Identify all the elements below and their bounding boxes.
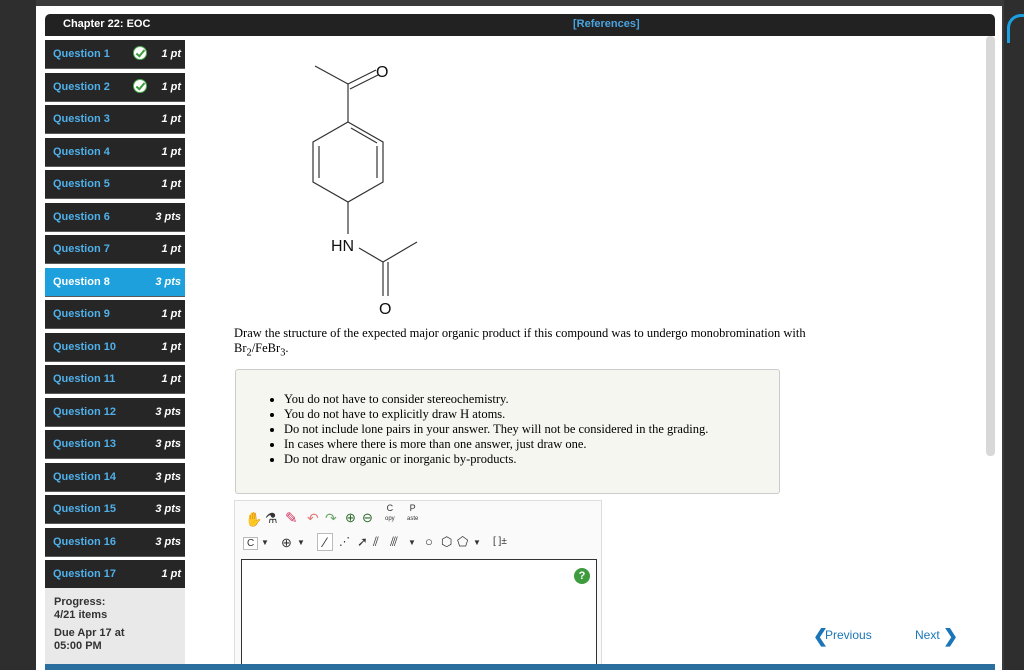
question-item[interactable]: [45, 138, 185, 167]
atom-o-top: O: [376, 64, 389, 81]
instructions-box: [235, 369, 780, 494]
atom-o-bottom: O: [379, 301, 392, 318]
chevron-left-icon: ❮: [813, 626, 829, 646]
assignment-window: [36, 6, 1002, 670]
double-bond-icon[interactable]: ⫽: [373, 534, 379, 549]
erase-bottle-icon[interactable]: ⚗: [265, 510, 278, 526]
single-bond-icon[interactable]: ⁄: [317, 533, 333, 551]
question-item[interactable]: [45, 203, 185, 232]
question-points: 1 pt: [161, 308, 181, 320]
left-window-edge: [0, 0, 36, 670]
question-points: 1 pt: [161, 373, 181, 385]
copy-sub: opy: [385, 516, 395, 522]
question-label: Question 12: [53, 405, 116, 418]
question-label: Question 3: [53, 113, 110, 125]
question-item[interactable]: [45, 300, 185, 329]
chapter-title: Chapter 22: EOC: [63, 18, 151, 30]
bond-n-carbonyl: [359, 248, 383, 262]
reagent-febr: /FeBr: [251, 341, 281, 355]
question-label: Question 13: [53, 438, 116, 450]
zoom-in-icon[interactable]: ⊕: [345, 510, 356, 525]
reagent-sub-2: 2: [246, 347, 252, 359]
reagent-sub-3: 3: [280, 347, 286, 359]
reagent-period: .: [285, 341, 289, 355]
question-item[interactable]: [45, 333, 185, 362]
question-points: 3 pts: [155, 275, 181, 288]
check-icon: [133, 79, 147, 93]
question-label: Question 7: [53, 243, 110, 255]
question-item[interactable]: [45, 235, 185, 264]
previous-label: Previous: [825, 628, 872, 642]
question-item[interactable]: [45, 398, 185, 427]
instruction-item: • You do not have to explicitly draw H atoms.: [284, 407, 779, 422]
check-icon: [133, 46, 147, 60]
triple-bond-icon[interactable]: ⫻: [390, 534, 398, 549]
bond-methyl-carbonyl: [315, 66, 348, 84]
question-item[interactable]: [45, 495, 185, 524]
question-label: Question 1: [53, 48, 110, 60]
dashed-bond-icon[interactable]: ⋰: [339, 536, 350, 548]
redo-icon[interactable]: ↷: [325, 510, 337, 526]
ring-double-bond-3: [351, 128, 377, 143]
question-item[interactable]: [45, 105, 185, 134]
question-label: Question 17: [53, 568, 116, 580]
question-label: Question 8: [53, 275, 110, 288]
question-item[interactable]: [45, 40, 185, 69]
bond-carbonyl-o-double: [350, 75, 378, 89]
question-label: Question 10: [53, 340, 116, 353]
ring-dropdown-arrow-icon[interactable]: ▼: [473, 538, 481, 547]
pentagon-ring-icon[interactable]: ⬠: [457, 534, 469, 549]
question-points: 1 pt: [161, 243, 181, 255]
question-points: 3 pts: [155, 470, 181, 483]
question-item[interactable]: [45, 268, 185, 297]
question-points: 1 pt: [161, 178, 181, 190]
question-points: 1 pt: [161, 340, 181, 353]
question-item[interactable]: [45, 463, 185, 492]
bracket-tool[interactable]: [ ]±: [493, 536, 507, 547]
question-content: [193, 36, 986, 666]
instruction-item: • Do not include lone pairs in your answer. They will not be considered in the grading.: [284, 422, 779, 437]
charge-tool[interactable]: ⊕: [281, 535, 292, 550]
copy-letter: C: [386, 503, 394, 513]
question-label: Question 2: [53, 80, 110, 93]
question-points: 1 pt: [161, 48, 181, 60]
question-item[interactable]: [45, 170, 185, 199]
content-scrollbar[interactable]: [986, 36, 995, 456]
title-bar: [45, 14, 995, 36]
question-label: Question 6: [53, 210, 110, 223]
next-label: Next: [915, 628, 940, 642]
paste-sub: aste: [407, 516, 419, 522]
progress-panel: [45, 588, 185, 668]
benzene-ring: [313, 122, 383, 202]
question-item[interactable]: [45, 365, 185, 394]
question-points: 1 pt: [161, 113, 181, 125]
question-points: 3 pts: [155, 210, 181, 223]
molecule-structure: [273, 46, 473, 321]
question-item[interactable]: [45, 528, 185, 557]
element-selector[interactable]: C: [243, 537, 258, 550]
progress-count: 4/21 items: [54, 609, 108, 621]
copy-button[interactable]: [385, 504, 395, 524]
question-points: 1 pt: [161, 80, 181, 93]
next-button[interactable]: [915, 626, 959, 646]
window-corner-arc: [1007, 14, 1024, 43]
help-icon[interactable]: ?: [574, 568, 590, 584]
question-points: 3 pts: [155, 503, 181, 515]
question-label: Question 4: [53, 145, 110, 158]
question-points: 1 pt: [161, 145, 181, 158]
due-date: Due Apr 17 at: [54, 627, 125, 639]
bond-carbonyl-o: [348, 70, 376, 84]
paste-letter: P: [409, 503, 416, 513]
eraser-icon[interactable]: ✎: [285, 510, 298, 527]
zoom-out-icon[interactable]: ⊖: [362, 510, 373, 525]
ring-circle-icon[interactable]: ○: [425, 534, 433, 549]
hand-tool-icon[interactable]: ✋: [245, 511, 263, 527]
instruction-item: • In cases where there is more than one answer, just draw one.: [284, 437, 779, 452]
instruction-item: • Do not draw organic or inorganic by-products.: [284, 452, 779, 467]
bond-dropdown-arrow-icon[interactable]: ▼: [408, 538, 416, 547]
structure-editor: [234, 500, 602, 670]
previous-button[interactable]: [813, 626, 872, 646]
bottom-bar: [45, 664, 995, 670]
question-item[interactable]: [45, 73, 185, 102]
due-time: 05:00 PM: [54, 640, 102, 652]
question-item[interactable]: [45, 560, 185, 589]
question-label: Question 9: [53, 308, 110, 320]
paste-button[interactable]: [407, 504, 418, 524]
question-text-line1: Draw the structure of the expected major organic product if this compound was to undergo monobromination with: [234, 326, 806, 340]
undo-icon[interactable]: ↶: [307, 510, 319, 526]
question-label: Question 11: [53, 373, 116, 385]
instructions-list: [236, 392, 779, 467]
question-points: 3 pts: [155, 405, 181, 418]
reagent-br: Br: [234, 341, 247, 355]
element-dropdown-arrow-icon[interactable]: ▼: [261, 538, 269, 547]
atom-hn: HN: [331, 238, 355, 255]
question-label: Question 14: [53, 470, 116, 483]
instruction-item: • You do not have to consider stereochemistry.: [284, 392, 779, 407]
references-link[interactable]: [References]: [573, 18, 640, 30]
bond-amide-methyl: [383, 242, 417, 262]
progress-label: Progress:: [54, 596, 106, 608]
question-points: 1 pt: [161, 568, 181, 580]
question-points: 3 pts: [155, 438, 181, 450]
charge-dropdown-arrow-icon[interactable]: ▼: [297, 538, 305, 547]
benzene-ring-icon[interactable]: ⬡: [441, 534, 453, 549]
drawing-canvas[interactable]: [241, 559, 597, 669]
question-points: 3 pts: [155, 535, 181, 548]
right-window-edge: [1004, 0, 1024, 670]
chevron-right-icon: ❯: [943, 626, 959, 646]
question-label: Question 16: [53, 535, 116, 548]
question-item[interactable]: [45, 430, 185, 459]
question-label: Question 15: [53, 503, 116, 515]
question-prompt: [234, 326, 934, 361]
question-label: Question 5: [53, 178, 110, 190]
wedge-bond-icon[interactable]: ➚: [357, 534, 368, 549]
